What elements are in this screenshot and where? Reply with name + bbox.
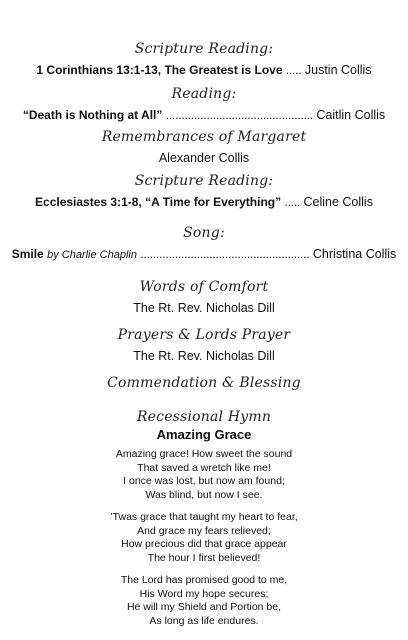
speaker-name: Alexander Collis [158, 151, 250, 165]
program-line [0, 246, 408, 263]
verse-line: His Word my hope secures; [139, 587, 269, 600]
reading-title: “Death is Nothing at All” [22, 108, 163, 122]
hymn-verse [0, 574, 408, 628]
reading-title: Ecclesiastes 3:1-8, “A Time for Everything” [35, 195, 282, 209]
section-heading: Prayers & Lords Prayer [117, 327, 291, 343]
section-heading: Reading: [171, 86, 237, 102]
recessional-hymn [0, 408, 408, 628]
hymn-heading: Recessional Hymn [136, 409, 272, 425]
song-author: by Charlie Chaplin [47, 249, 137, 261]
section-heading: Remembrances of Margaret [101, 129, 307, 145]
commendation [0, 374, 408, 392]
verse-line: I once was lost, but now am found; [123, 475, 285, 487]
hymn-verse [0, 511, 408, 565]
song [0, 224, 408, 263]
program-line [0, 62, 408, 78]
song-title: Smile [11, 247, 44, 261]
dot-leader: ..... [285, 63, 302, 77]
scripture-reading-1 [0, 40, 408, 78]
reader-name: Justin Collis [304, 63, 372, 77]
section-heading: Commendation & Blessing [107, 375, 301, 391]
officiant-name: The Rt. Rev. Nicholas Dill [133, 301, 275, 315]
section-heading: Scripture Reading: [134, 41, 274, 57]
dot-leader: ...................................................... [140, 247, 310, 261]
scripture-reading-2 [0, 172, 408, 210]
verse-line: The hour I first believed! [147, 551, 261, 564]
section-heading: Song: [183, 225, 225, 241]
reading-title: 1 Corinthians 13:1-13, The Greatest is Love [36, 63, 283, 77]
reader-name: Caitlin Collis [316, 108, 386, 122]
verse-line: Amazing grace! How sweet the sound [115, 448, 293, 460]
section-heading: Words of Comfort [139, 279, 269, 295]
verse-line: As long as life endures. [149, 614, 259, 627]
hymn-title: Amazing Grace [156, 427, 252, 442]
section-heading: Scripture Reading: [134, 173, 274, 189]
verse-line: How precious did that grace appear [121, 538, 287, 550]
verse-line: Was blind, but now I see. [145, 488, 263, 501]
performer-name: Christina Collis [312, 247, 397, 261]
verse-line: The Lord has promised good to me, [120, 574, 288, 586]
reader-name: Celine Collis [303, 195, 373, 209]
officiant-name: The Rt. Rev. Nicholas Dill [133, 349, 275, 363]
prayers [0, 326, 408, 364]
verse-line: ’Twas grace that taught my heart to fear, [110, 511, 298, 523]
dot-leader: ............................................... [165, 108, 314, 122]
program-line [0, 194, 408, 210]
verse-line: That saved a wretch like me! [137, 461, 271, 474]
verse-line: And grace my fears relieved; [137, 524, 271, 537]
words-of-comfort [0, 278, 408, 316]
dot-leader: ..... [284, 195, 301, 209]
hymn-verse [0, 448, 408, 502]
verse-line: He will my Shield and Portion be, [126, 601, 282, 613]
remembrances [0, 128, 408, 166]
reading-2 [0, 85, 408, 123]
program-line [0, 107, 408, 123]
